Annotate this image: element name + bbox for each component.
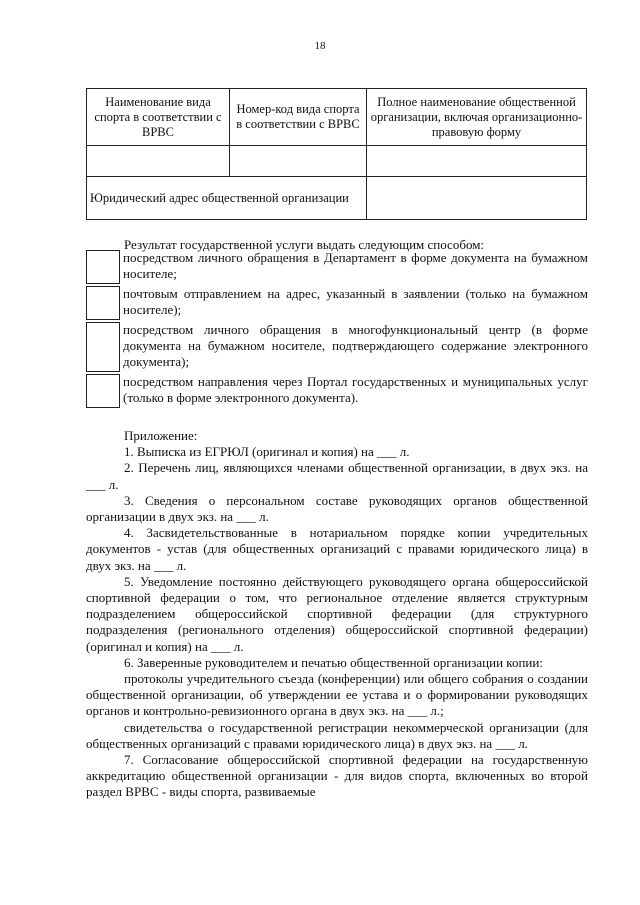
legal-address-cell[interactable] [367, 177, 587, 220]
sport-code-header: Номер-код вида спорта в соответствии с ВРВС [230, 89, 367, 146]
option-3-checkbox[interactable] [86, 322, 120, 372]
organization-table [86, 88, 587, 220]
option-3-text: посредством личного обращения в многофункциональный центр (в форме документа на бумажном носителе, подтверждающего содержание электронного документа); [123, 322, 588, 369]
appendix-item-7: 7. Согласование общероссийской спортивной федерации на государственную аккредитацию общественной организации - для видов спорта, включенных во второй раздел ВРВС - виды спорта, развиваемые [86, 752, 588, 800]
option-2-checkbox[interactable] [86, 286, 120, 320]
option-4-checkbox[interactable] [86, 374, 120, 408]
result-method-title: Результат государственной услуги выдать следующим способом: [124, 237, 485, 252]
appendix-item-4: 4. Засвидетельствованные в нотариальном порядке копии учредительных документов - устав (для общественных организаций с правами юридического лица) в двух экз. на ___ л. [86, 525, 588, 573]
result-option-4 [86, 374, 588, 408]
org-full-name-header: Полное наименование общественной организации, включая организационно-правовую форму [367, 89, 587, 146]
option-1-text: посредством личного обращения в Департамент в форме документа на бумажном носителе; [123, 250, 588, 281]
appendix-item-2: 2. Перечень лиц, являющихся членами общественной организации, в двух экз. на ___ л. [86, 460, 588, 492]
result-option-2 [86, 286, 588, 320]
appendix-section [86, 428, 588, 801]
appendix-item-6-protocols: протоколы учредительного съезда (конференции) или общего собрания о создании общественной организации, об утверждении ее устава и о формировании руководящих органов и контрольно-ревизионного органа в двух экз. на ___ л.; [86, 671, 588, 719]
org-full-name-cell[interactable] [367, 146, 587, 177]
appendix-title: Приложение: [124, 428, 198, 443]
page-number: 18 [314, 40, 326, 52]
sport-name-header: Наименование вида спорта в соответствии с ВРВС [87, 89, 230, 146]
result-option-1 [86, 250, 588, 284]
appendix-item-3: 3. Сведения о персональном составе руководящих органов общественной организации в двух экз. на ___ л. [86, 492, 588, 525]
appendix-item-6: 6. Заверенные руководителем и печатью общественной организации копии: [124, 654, 543, 670]
appendix-item-1: 1. Выписка из ЕГРЮЛ (оригинал и копия) на ___ л. [124, 444, 410, 460]
sport-name-cell[interactable] [87, 146, 230, 177]
option-2-text: почтовым отправлением на адрес, указанный в заявлении (только на бумажном носителе); [123, 286, 588, 317]
sport-code-cell[interactable] [230, 146, 367, 177]
option-1-checkbox[interactable] [86, 250, 120, 284]
result-option-3 [86, 322, 588, 370]
appendix-item-6-certificates: свидетельства о государственной регистрации некоммерческой организации (для общественных организаций с правами юридического лица) в двух экз. на ___ л. [86, 719, 588, 751]
legal-address-label: Юридический адрес общественной организации [87, 177, 367, 220]
option-4-text: посредством направления через Портал государственных и муниципальных услуг (только в форме электронного документа). [123, 374, 588, 405]
appendix-item-5: 5. Уведомление постоянно действующего руководящего органа общероссийской спортивной федерации о том, что региональное отделение является структурным подразделением общероссийской спортивной федерации (для структурного подразделения (регионального отделения) общероссийской спортивной федерации) (оригинал и копия) на ___ л. [86, 573, 588, 654]
